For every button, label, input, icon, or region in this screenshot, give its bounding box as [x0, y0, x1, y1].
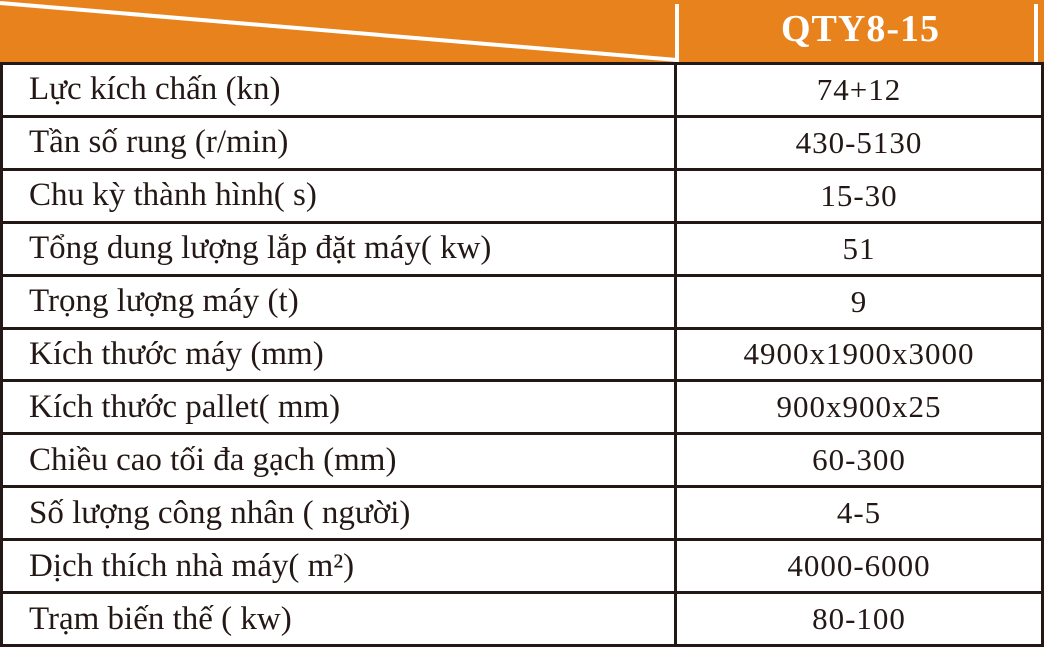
- spec-value: 15-30: [820, 177, 898, 213]
- spec-label: Chiều cao tối đa gạch (mm): [3, 435, 677, 485]
- table-header: [0, 0, 1044, 62]
- spec-label: Kích thước máy (mm): [3, 330, 677, 380]
- spec-label: Tần số rung (r/min): [3, 118, 677, 168]
- spec-value: 430-5130: [795, 124, 923, 160]
- table-row: [3, 435, 1041, 488]
- spec-table-body: [0, 62, 1044, 647]
- spec-label: Số lượng công nhân ( người): [3, 488, 677, 538]
- table-row: [3, 488, 1041, 541]
- table-row: [3, 330, 1041, 383]
- header-model-cell: [677, 0, 1044, 62]
- spec-value: 74+12: [816, 71, 902, 107]
- header-empty-cell: [0, 0, 677, 62]
- table-row: [3, 382, 1041, 435]
- table-row: [3, 224, 1041, 277]
- table-row: [3, 171, 1041, 224]
- table-row: [3, 541, 1041, 594]
- spec-label: Tổng dung lượng lắp đặt máy( kw): [3, 224, 677, 274]
- table-row: [3, 65, 1041, 118]
- spec-value: 51: [842, 230, 876, 266]
- table-row: [3, 277, 1041, 330]
- spec-value: 4000-6000: [787, 548, 931, 584]
- spec-label: Trạm biến thế ( kw): [3, 594, 677, 644]
- table-row: [3, 118, 1041, 171]
- spec-value: 60-300: [812, 442, 906, 478]
- spec-value: 4900x1900x3000: [743, 336, 975, 372]
- spec-value: 80-100: [812, 601, 906, 637]
- spec-label: Kích thước pallet( mm): [3, 382, 677, 432]
- spec-label: Chu kỳ thành hình( s): [3, 171, 677, 221]
- spec-value: 4-5: [836, 495, 882, 531]
- table-row: [3, 594, 1041, 644]
- spec-label: Lực kích chấn (kn): [3, 65, 677, 115]
- spec-label: Dịch thích nhà máy( m²): [3, 541, 677, 591]
- spec-label: Trọng lượng máy (t): [3, 277, 677, 327]
- model-column-header: QTY8-15: [781, 8, 940, 50]
- spec-value: 900x900x25: [776, 389, 942, 425]
- spec-value: 9: [850, 283, 868, 319]
